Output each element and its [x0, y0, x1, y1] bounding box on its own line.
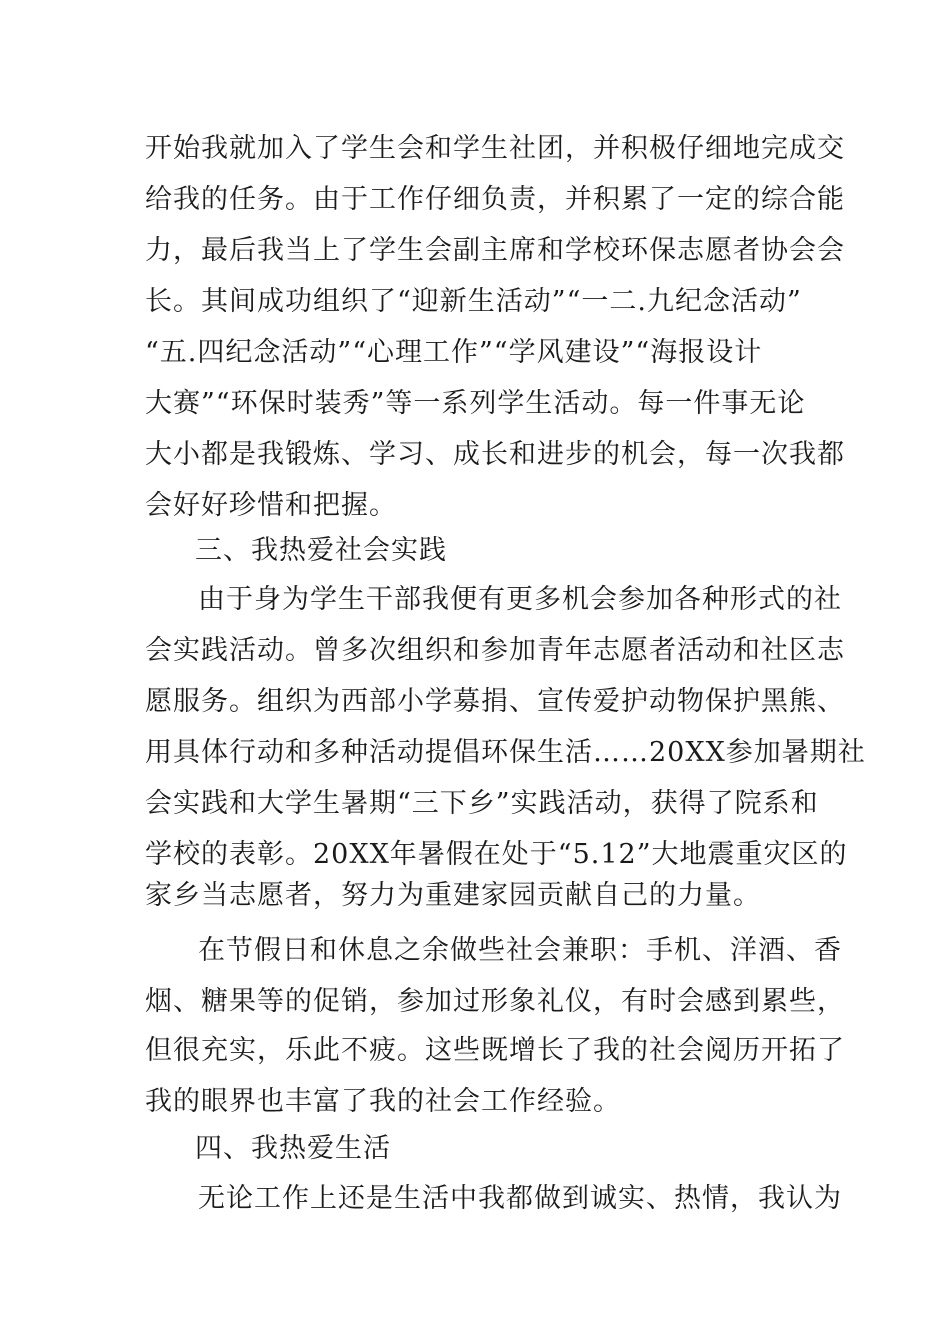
- text-line: 学校的表彰。20XX年暑假在处于“5.12”大地震重灾区的: [145, 839, 848, 870]
- text-line: 大赛”“环保时装秀”等一系列学生活动。每一件事无论: [145, 388, 806, 419]
- text-line: 力，最后我当上了学生会副主席和学校环保志愿者协会会: [145, 235, 845, 266]
- text-line: 给我的任务。由于工作仔细负责，并积累了一定的综合能: [145, 184, 845, 215]
- text-line: 在节假日和休息之余做些社会兼职：手机、洋酒、香: [198, 935, 842, 966]
- text-line: 长。其间成功组织了“迎新生活动”“一二.九纪念活动”: [145, 286, 802, 317]
- text-line: 烟、糖果等的促销，参加过形象礼仪，有时会感到累些，: [145, 986, 845, 1017]
- text-line: 但很充实，乐此不疲。这些既增长了我的社会阅历开拓了: [145, 1035, 845, 1066]
- text-line: 家乡当志愿者，努力为重建家园贡献自己的力量。: [145, 880, 761, 911]
- text-line: 开始我就加入了学生会和学生社团，并积极仔细地完成交: [145, 133, 845, 164]
- text-line: “五.四纪念活动”“心理工作”“学风建设”“海报设计: [145, 337, 763, 368]
- section-heading: 三、我热爱社会实践: [195, 535, 447, 566]
- text-line: 我的眼界也丰富了我的社会工作经验。: [145, 1086, 621, 1117]
- text-line: 会好好珍惜和把握。: [145, 490, 397, 521]
- text-line: 会实践活动。曾多次组织和参加青年志愿者活动和社区志: [145, 635, 845, 666]
- text-line: 大小都是我锻炼、学习、成长和进步的机会，每一次我都: [145, 439, 845, 470]
- text-line: 由于身为学生干部我便有更多机会参加各种形式的社: [198, 584, 842, 615]
- text-line: 愿服务。组织为西部小学募捐、宣传爱护动物保护黑熊、: [145, 686, 845, 717]
- section-heading: 四、我热爱生活: [195, 1133, 391, 1164]
- text-line: 会实践和大学生暑期“三下乡”实践活动，获得了院系和: [145, 788, 819, 819]
- text-line: 用具体行动和多种活动提倡环保生活……20XX参加暑期社: [145, 737, 866, 768]
- text-line: 无论工作上还是生活中我都做到诚实、热情，我认为: [198, 1183, 842, 1214]
